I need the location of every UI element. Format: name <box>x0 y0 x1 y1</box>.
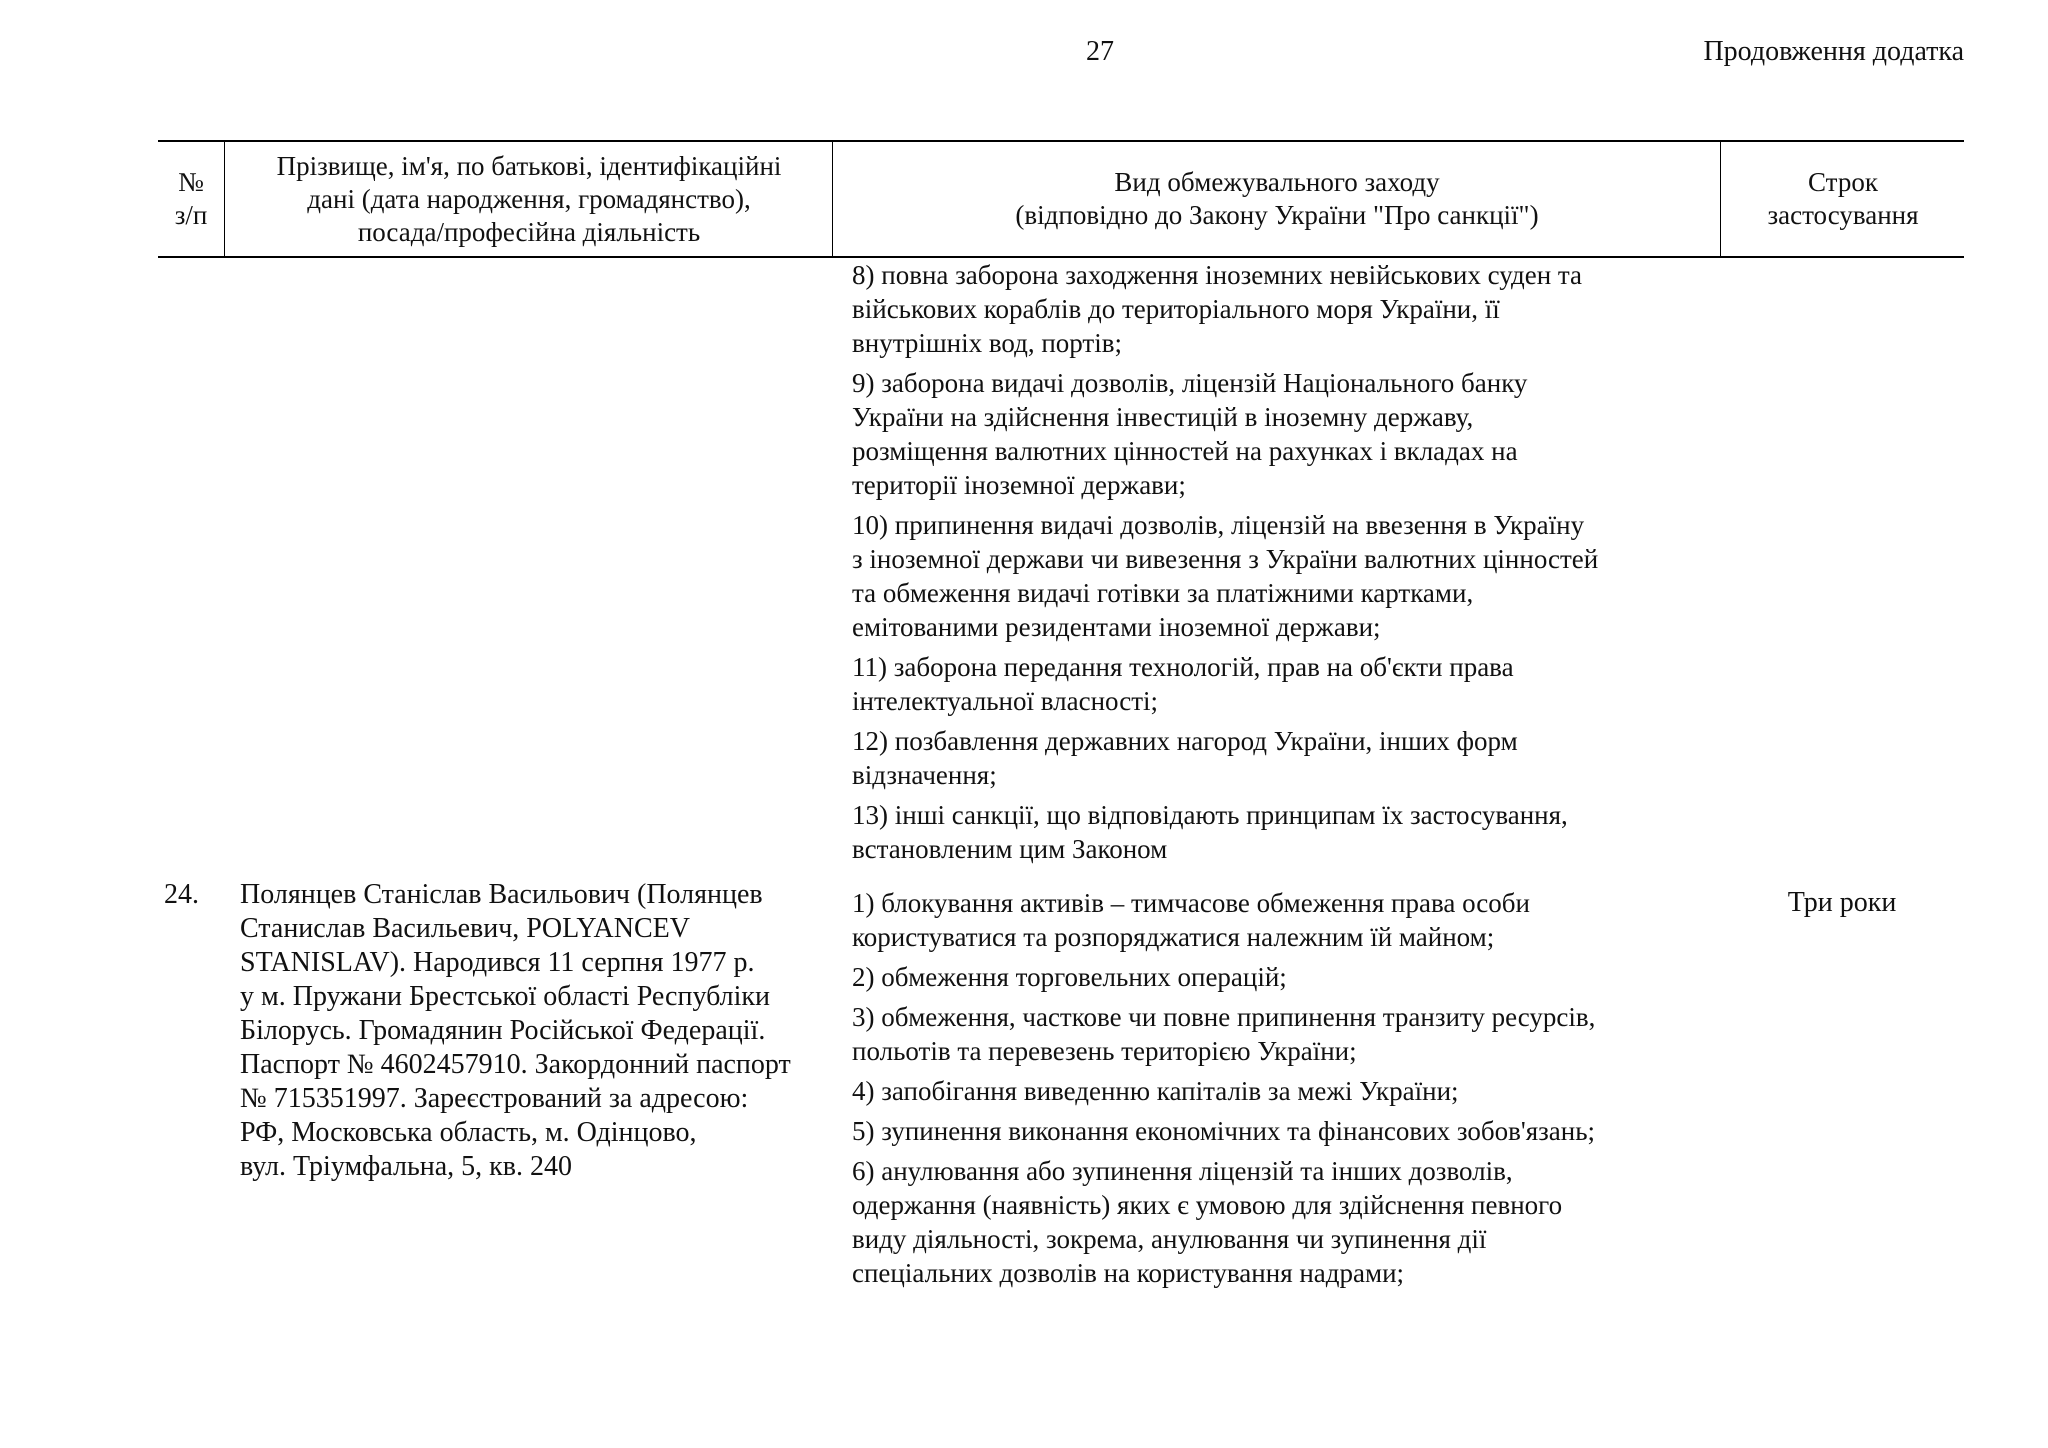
header-number-text: № з/п <box>174 167 208 230</box>
header-measure <box>832 142 1721 256</box>
header-measure-text: Вид обмежувального заходу (відповідно до Закону України "Про санкції") <box>1015 167 1539 230</box>
person-details: Полянцев Станіслав Васильович (Полянцев Станислав Васильевич, POLYANCEV STANISLAV). Народився 11 серпня 1977 р. у м. Пружани Брестської області Республіки Білорусь. Громадянин Російської Федерації. Паспорт № 4602457910. Закордонний паспорт № 715351997. Зареєстрований за адресою: РФ, Московська область, м. Одінцово, вул. Тріумфальна, 5, кв. 240 <box>240 879 791 1182</box>
continued-measures-list <box>852 258 1732 872</box>
header-person-text: Прізвище, ім'я, по батькові, ідентифікаційні дані (дата народження, громадянство), посада/професійна діяльність <box>276 150 782 247</box>
continuation-label: Продовження додатка <box>1703 36 1964 67</box>
header-term-text: Строк застосування <box>1767 167 1919 230</box>
sanctions-table <box>158 140 1964 1288</box>
measure-item: 13) інші санкції, що відповідають принципам їх застосування, встановленим цим Законом <box>852 800 1568 864</box>
measure-item: 3) обмеження, часткове чи повне припинення транзиту ресурсів, польотів та перевезень територією України; <box>852 1002 1596 1066</box>
row-number: 24. <box>164 879 199 910</box>
page-number: 27 <box>1086 36 1114 67</box>
header-number <box>158 142 224 256</box>
measure-item: 6) анулювання або зупинення ліцензій та інших дозволів, одержання (наявність) яких є умовою для здійснення певного виду діяльності, зокрема, анулювання чи зупинення дії спеціальних дозволів на користування надрами; <box>852 1156 1563 1288</box>
measure-item: 11) заборона передання технологій, прав на об'єкти права інтелектуальної власності; <box>852 652 1514 716</box>
row-measures-list <box>852 886 1732 1296</box>
measure-item: 10) припинення видачі дозволів, ліцензій на ввезення в Україну з іноземної держави чи вивезення з України валютних цінностей та обмеження видачі готівки за платіжними картками, емітованими резидентами іноземної держави; <box>852 510 1599 642</box>
measure-item: 9) заборона видачі дозволів, ліцензій Національного банку України на здійснення інвестицій в іноземну державу, розміщення валютних цінностей на рахунках і вкладах на території іноземної держави; <box>852 368 1528 500</box>
term-value: Три роки <box>1787 887 1897 918</box>
measure-item: 5) зупинення виконання економічних та фінансових зобов'язань; <box>852 1116 1596 1146</box>
measure-item: 8) повна заборона заходження іноземних невійськових суден та військових кораблів до територіального моря України, її внутрішніх вод, портів; <box>852 260 1583 358</box>
measure-item: 1) блокування активів – тимчасове обмеження права особи користуватися та розпоряджатися належним їй майном; <box>852 888 1530 952</box>
table-header <box>158 140 1964 258</box>
measure-item: 12) позбавлення державних нагород України, інших форм відзначення; <box>852 726 1518 790</box>
measure-item: 4) запобігання виведенню капіталів за межі України; <box>852 1076 1459 1106</box>
header-person <box>224 142 833 256</box>
header-term <box>1720 142 1965 256</box>
measure-item: 2) обмеження торговельних операцій; <box>852 962 1287 992</box>
